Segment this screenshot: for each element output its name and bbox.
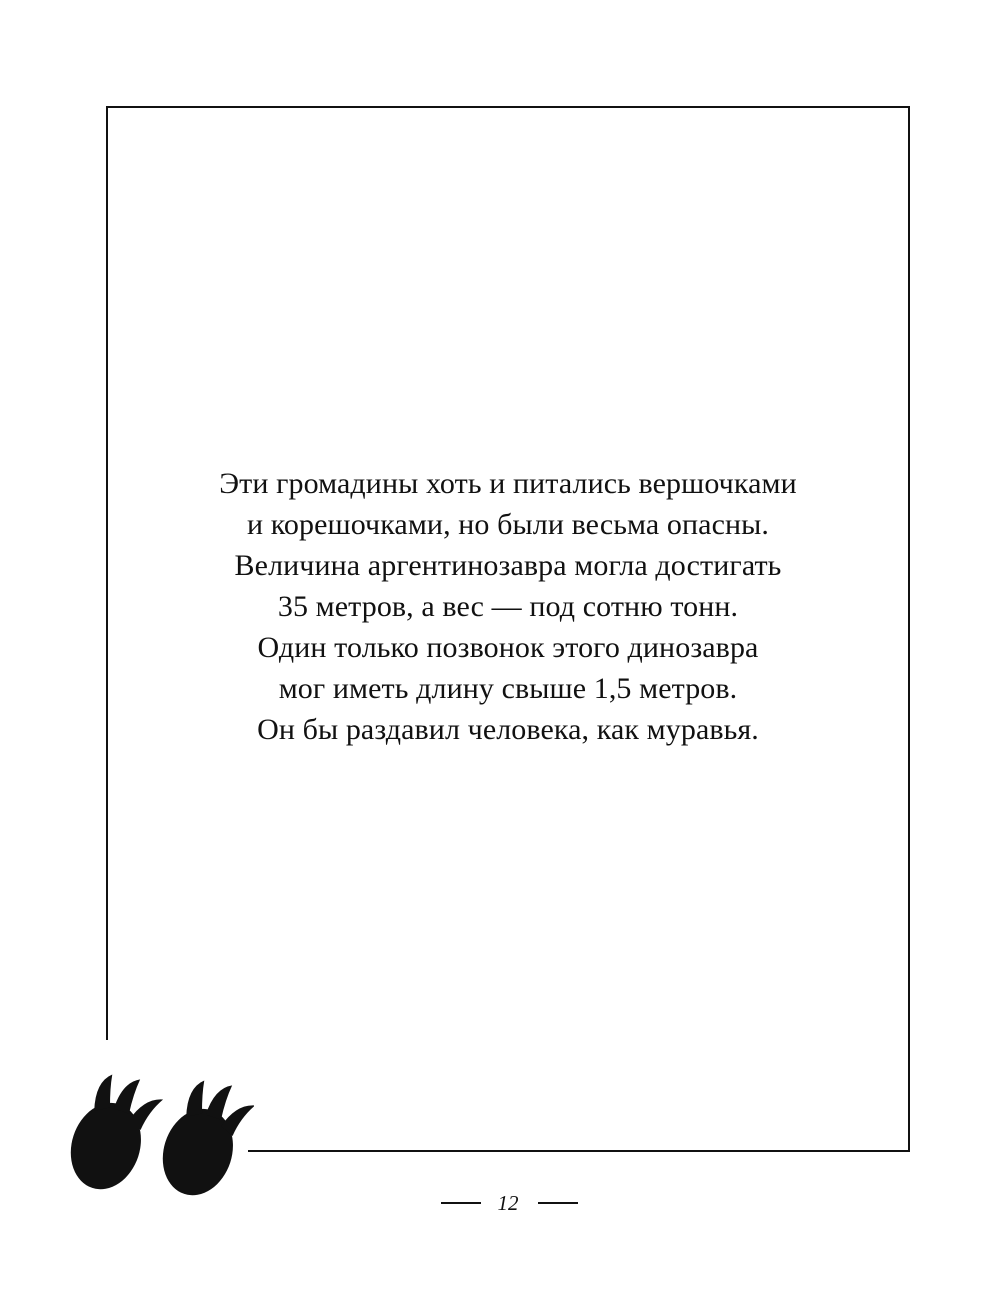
footprints-icon xyxy=(64,1060,254,1200)
paragraph-line: 35 метров, а вес — под сотню тонн. xyxy=(277,590,739,623)
frame-left-border xyxy=(106,106,108,1040)
right-paw-icon xyxy=(152,1071,254,1200)
paragraph-line: Один только позвонок этого динозавра xyxy=(257,631,759,664)
page-footer xyxy=(0,1188,986,1218)
frame-right-border xyxy=(908,106,910,1152)
paragraph-line: Он бы раздавил человека, как муравья. xyxy=(257,713,759,746)
page-number-rule-left xyxy=(441,1202,481,1204)
paragraph-line: мог иметь длину свыше 1,5 метров. xyxy=(278,672,738,705)
body-paragraph xyxy=(110,463,906,750)
frame-top-border xyxy=(106,106,910,108)
page-number-rule-right xyxy=(538,1202,578,1204)
paragraph-line: и корешочками, но были весьма опасны. xyxy=(246,508,770,541)
left-paw-icon xyxy=(64,1065,167,1200)
paragraph-line: Эти громадины хоть и питались вершочками xyxy=(219,467,797,500)
page-number: 12 xyxy=(497,1191,519,1215)
frame-bottom-border xyxy=(248,1150,910,1152)
paragraph-line: Величина аргентинозавра могла достигать xyxy=(234,549,782,582)
